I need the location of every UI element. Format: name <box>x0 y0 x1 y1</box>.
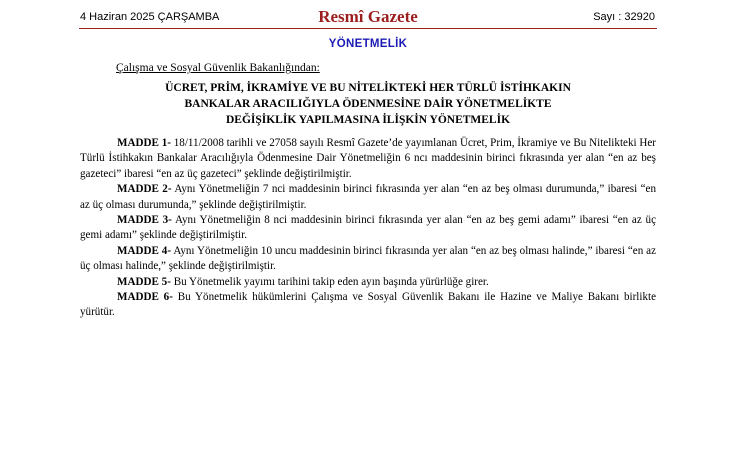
header-divider <box>79 28 657 29</box>
article-label: MADDE 2- <box>117 183 172 196</box>
article-label: MADDE 5- <box>117 275 171 288</box>
article-text: Aynı Yönetmeliğin 10 uncu maddesinin birinci fıkrasında yer alan “en az beş olması halinde,” ibaresi “en az üç olması halinde,” şeklinde değiştirilmiştir. <box>80 244 656 273</box>
article-1 <box>80 136 656 182</box>
article-text: Bu Yönetmelik hükümlerini Çalışma ve Sosyal Güvenlik Bakanı ile Hazine ve Maliye Bakanı birlikte yürütür. <box>80 291 656 319</box>
regulation-title <box>79 80 657 128</box>
article-4 <box>80 244 656 275</box>
issue-date: 4 Haziran 2025 ÇARŞAMBA <box>80 11 220 23</box>
regulation-title-line: BANKALAR ARACILIĞIYLA ÖDENMESİNE DAİR YÖNETMELİKTE <box>184 98 552 110</box>
articles-body <box>80 136 656 321</box>
article-label: MADDE 3- <box>117 214 172 227</box>
gazette-title: Resmî Gazete <box>318 7 418 26</box>
article-6 <box>80 290 656 321</box>
article-text: Bu Yönetmelik yayımı tarihini takip eden ayın başında yürürlüğe girer. <box>173 275 489 288</box>
section-heading: YÖNETMELİK <box>328 38 408 50</box>
article-2 <box>80 182 656 213</box>
article-label: MADDE 4- <box>117 244 172 257</box>
gazette-page <box>79 0 657 319</box>
article-label: MADDE 1- <box>117 137 171 149</box>
issue-number: Sayı : 32920 <box>593 11 655 23</box>
article-3 <box>80 213 656 244</box>
article-text: Aynı Yönetmeliğin 8 nci maddesinin birinci fıkrasında yer alan “en az beş gemi adamı” ibaresi “en az üç gemi adamı” şeklinde değiştirilmiştir. <box>80 214 656 242</box>
regulation-title-line: ÜCRET, PRİM, İKRAMİYE VE BU NİTELİKTEKİ HER TÜRLÜ İSTİHKAKIN <box>165 82 571 94</box>
issuing-ministry: Çalışma ve Sosyal Güvenlik Bakanlığından: <box>116 62 320 74</box>
regulation-title-line: DEĞİŞİKLİK YAPILMASINA İLİŞKİN YÖNETMELİK <box>225 114 511 126</box>
article-5 <box>80 275 656 290</box>
article-label: MADDE 6- <box>117 291 173 304</box>
article-text: Aynı Yönetmeliğin 7 nci maddesinin birinci fıkrasında yer alan “en az beş olması durumunda,” ibaresi “en az üç olması durumunda,” şeklinde değiştirilmiştir. <box>80 183 656 211</box>
article-text: 18/11/2008 tarihli ve 27058 sayılı Resmî Gazete’de yayımlanan Ücret, Prim, İkramiye ve Bu Nitelikteki Her Türlü İstihkakın Bankalar Aracılığıyla Ödenmesine Dair Yönetmeliğin 6 ncı maddesinin birinci fıkrasında yer alan “en az beş gazeteci” ibaresi “en az üç gazeteci” şeklinde değiştirilmiştir. <box>80 137 656 180</box>
page-header <box>79 0 657 30</box>
